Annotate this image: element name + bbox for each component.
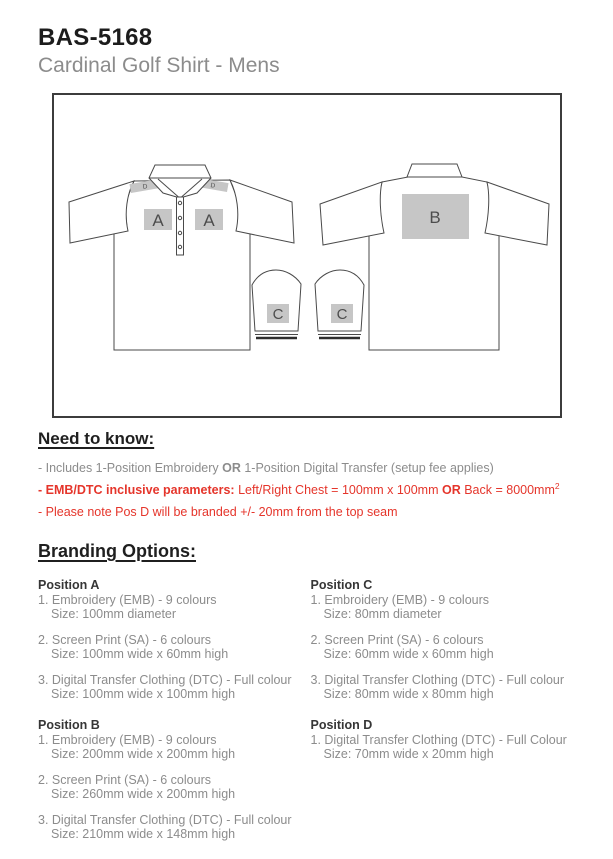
option-line: 1. Embroidery (EMB) - 9 colours <box>38 593 217 607</box>
need-line-2-or: OR <box>441 483 461 498</box>
option-line: 3. Digital Transfer Clothing (DTC) - Full colour <box>310 673 565 687</box>
option-size: Size: 80mm wide x 80mm high <box>323 686 494 701</box>
option-line: 3. Digital Transfer Clothing (DTC) - Full colour <box>38 673 292 687</box>
page-header <box>38 24 280 78</box>
need-line-1 <box>38 459 583 477</box>
shirt-diagram <box>54 95 560 416</box>
option-line: 1. Embroidery (EMB) - 9 colours <box>310 593 490 607</box>
position-c-block <box>311 578 584 701</box>
need-line-2-mid: Left/Right Chest = 100mm x 100mm <box>234 483 442 498</box>
position-b-title: Position B <box>38 718 100 732</box>
need-line-2 <box>38 477 583 499</box>
option-size: Size: 80mm diameter <box>323 606 442 621</box>
option-line: 1. Embroidery (EMB) - 9 colours <box>38 733 217 747</box>
marker-c-left: C <box>272 306 284 323</box>
list-item <box>38 594 311 621</box>
marker-b: B <box>429 208 441 227</box>
option-size: Size: 210mm wide x 148mm high <box>51 826 236 841</box>
branding-column-left <box>38 578 311 858</box>
marker-d-left: D <box>142 183 149 191</box>
option-line: 2. Screen Print (SA) - 6 colours <box>38 773 211 787</box>
list-item <box>38 774 311 801</box>
list-item <box>38 634 311 661</box>
need-line-1-or: OR <box>222 461 241 475</box>
back-collar-stand <box>407 164 462 177</box>
need-line-2-superscript: 2 <box>554 481 560 491</box>
marker-c-right: C <box>336 306 348 323</box>
need-line-2-lead: - EMB/DTC inclusive parameters: <box>38 483 235 498</box>
list-item <box>311 674 584 701</box>
option-line: 2. Screen Print (SA) - 6 colours <box>310 633 484 647</box>
product-code: BAS-5168 <box>38 24 153 51</box>
position-a-block <box>38 578 311 701</box>
option-size: Size: 60mm wide x 60mm high <box>323 646 494 661</box>
position-a-title: Position A <box>38 578 100 592</box>
position-d-block <box>311 718 584 761</box>
option-line: 3. Digital Transfer Clothing (DTC) - Full colour <box>38 813 292 827</box>
position-d-title: Position D <box>310 718 373 732</box>
option-line: 1. Digital Transfer Clothing (DTC) - Full Colour <box>310 733 567 747</box>
option-size: Size: 200mm wide x 200mm high <box>51 746 236 761</box>
list-item <box>311 594 584 621</box>
list-item <box>38 734 311 761</box>
branding-column-right <box>311 578 584 858</box>
option-size: Size: 100mm wide x 60mm high <box>51 646 229 661</box>
marker-a-left: A <box>152 211 164 230</box>
marker-a-right: A <box>203 211 215 230</box>
position-b-block <box>38 718 311 841</box>
list-item <box>311 734 584 761</box>
branding-options-section <box>38 541 583 858</box>
product-name: Cardinal Golf Shirt - Mens <box>38 54 280 77</box>
need-to-know-heading: Need to know: <box>38 429 155 448</box>
need-line-1-text: - Includes 1-Position Embroidery <box>38 461 223 475</box>
option-size: Size: 100mm diameter <box>51 606 177 621</box>
shirt-diagram-box <box>52 93 562 418</box>
position-c-title: Position C <box>310 578 373 592</box>
placket <box>177 197 184 255</box>
need-line-2-tail: Back = 8000mm <box>460 483 555 498</box>
marker-d-right: D <box>209 182 216 190</box>
branding-options-heading: Branding Options: <box>38 541 196 561</box>
need-line-1-tail: 1-Position Digital Transfer (setup fee applies) <box>240 461 494 475</box>
option-line: 2. Screen Print (SA) - 6 colours <box>38 633 211 647</box>
list-item <box>311 634 584 661</box>
option-size: Size: 100mm wide x 100mm high <box>51 686 236 701</box>
sleeve-diagrams <box>252 270 364 338</box>
need-line-3: - Please note Pos D will be branded +/- 20mm from the top seam <box>38 505 398 520</box>
list-item <box>38 674 311 701</box>
list-item <box>38 814 311 841</box>
option-size: Size: 70mm wide x 20mm high <box>323 746 494 761</box>
option-size: Size: 260mm wide x 200mm high <box>51 786 236 801</box>
need-to-know-section <box>38 429 583 521</box>
